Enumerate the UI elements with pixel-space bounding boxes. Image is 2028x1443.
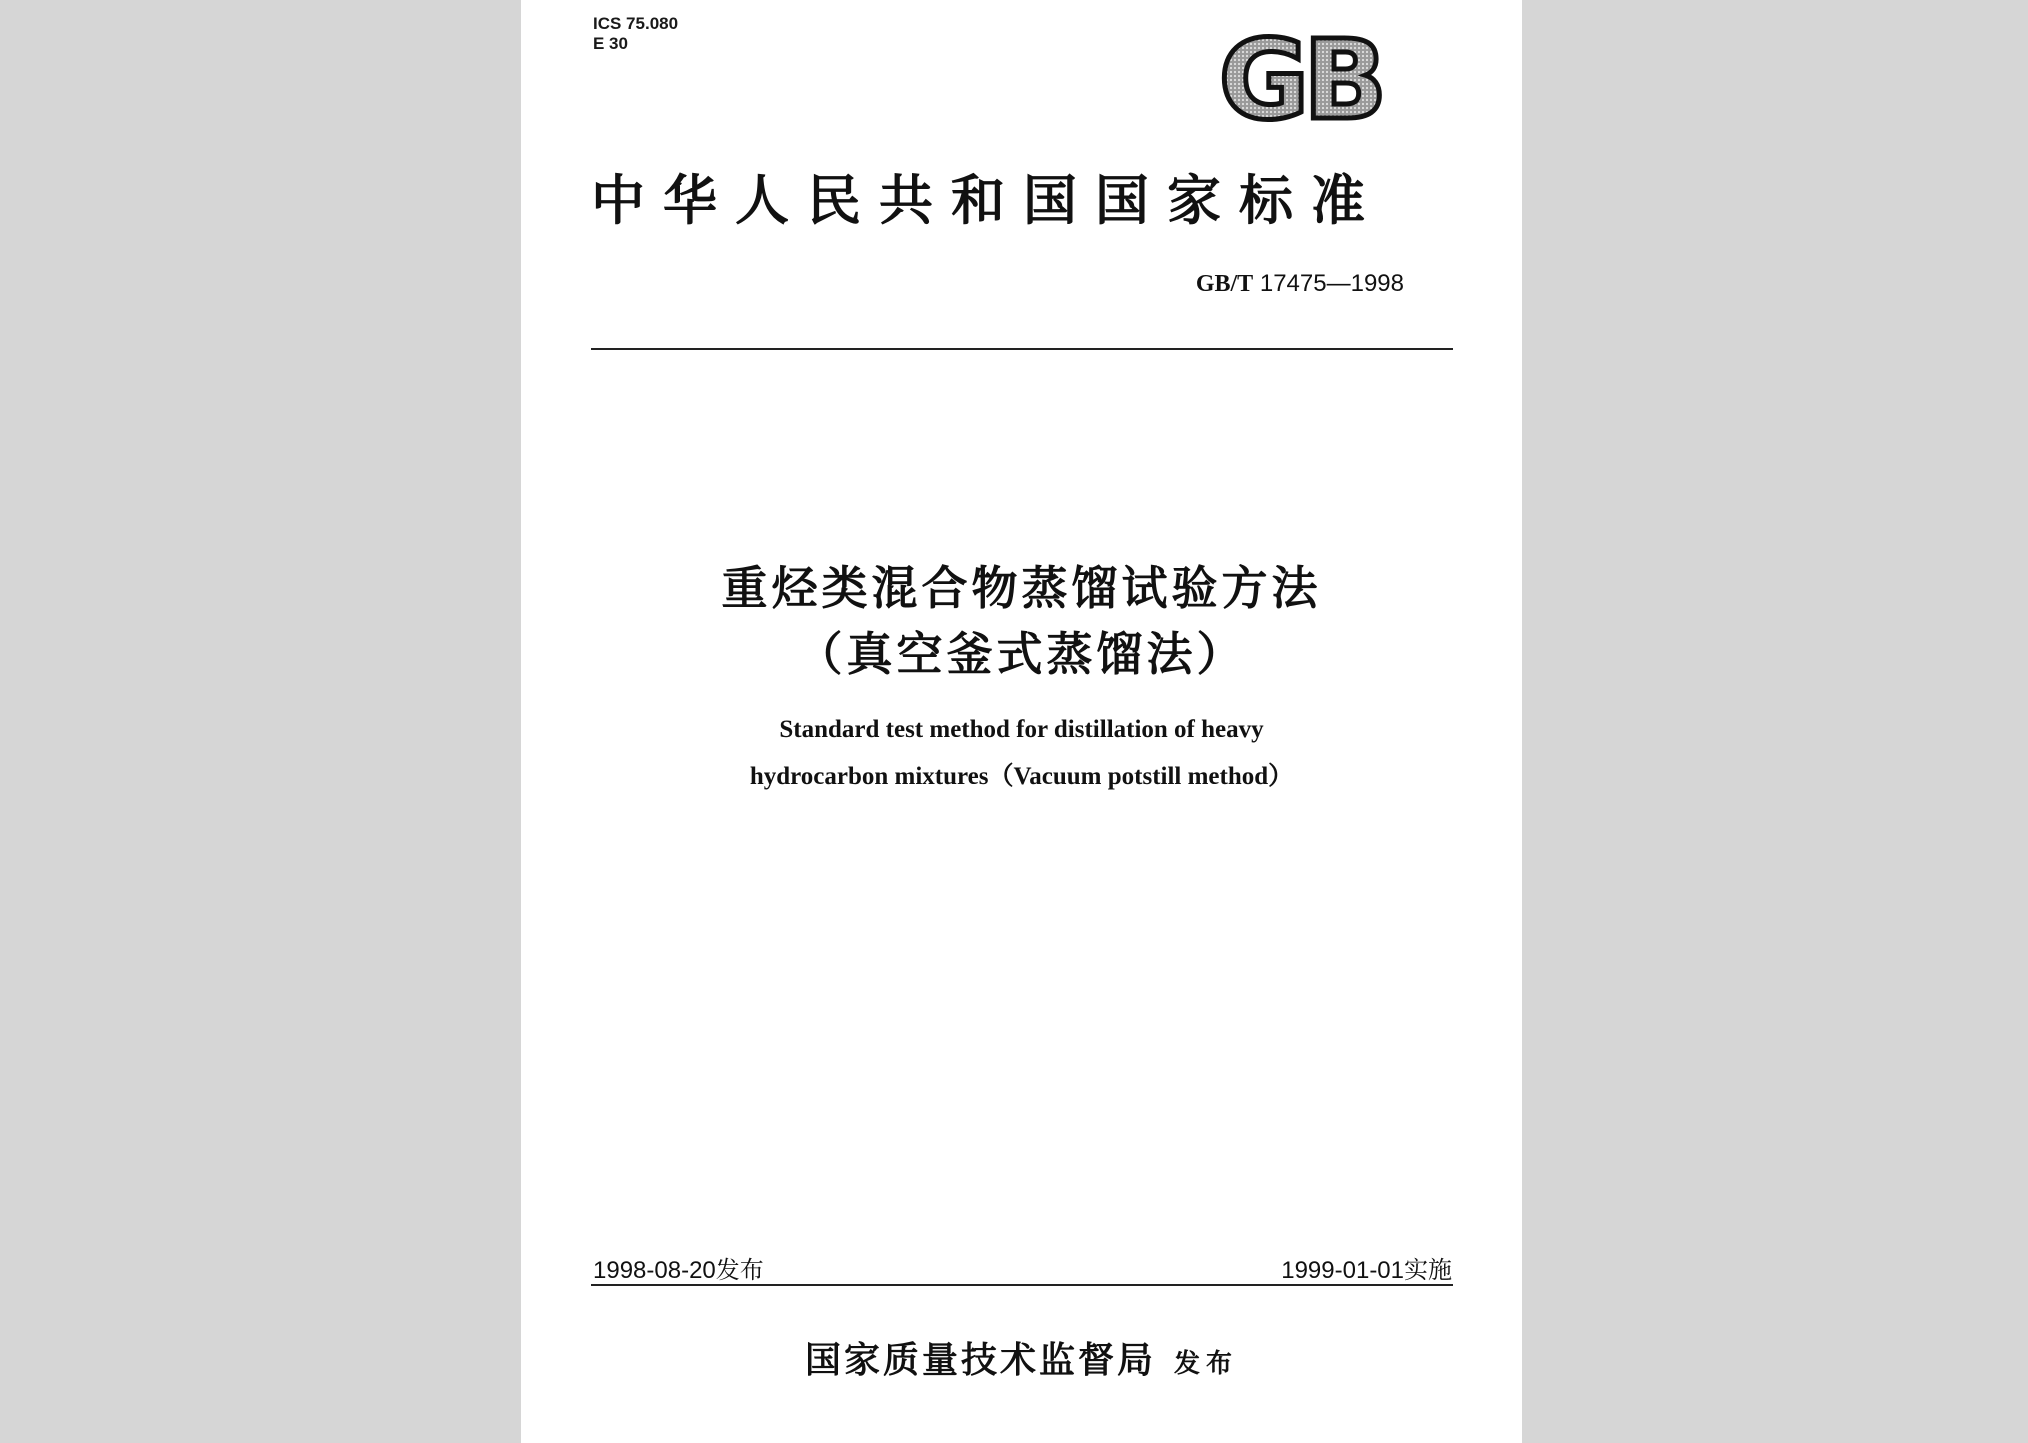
issue-date: 1998-08-20发布 xyxy=(593,1257,764,1284)
standard-number xyxy=(1196,270,1404,298)
ics-code: ICS 75.080 xyxy=(593,14,679,33)
chinese-title-line-1: 重烃类混合物蒸馏试验方法 xyxy=(721,561,1322,615)
implementation-date: 1999-01-01实施 xyxy=(1281,1257,1452,1284)
gb-logo-text: GB xyxy=(1218,30,1382,130)
chinese-title-line-2: （真空釜式蒸馏法） xyxy=(796,627,1247,681)
document-page xyxy=(521,0,1522,1443)
standard-prefix: GB/T xyxy=(1195,271,1254,297)
issuer-name: 国家质量技术监督局 xyxy=(804,1340,1156,1381)
category-code: E 30 xyxy=(593,34,628,53)
issuer-suffix: 发布 xyxy=(1174,1349,1239,1379)
english-title-line-2: hydrocarbon mixtures（Vacuum potstill method） xyxy=(749,763,1294,790)
gb-logo xyxy=(1201,30,1399,130)
national-standard-title: 中华人民共和国国家标准 xyxy=(591,169,1383,232)
standard-code: 17475—1998 xyxy=(1259,270,1404,297)
top-divider xyxy=(591,348,1453,350)
bottom-divider xyxy=(591,1284,1453,1286)
classification-block xyxy=(593,14,678,54)
issuing-authority xyxy=(521,1332,1522,1383)
english-title-line-1: Standard test method for distillation of heavy xyxy=(779,716,1264,743)
